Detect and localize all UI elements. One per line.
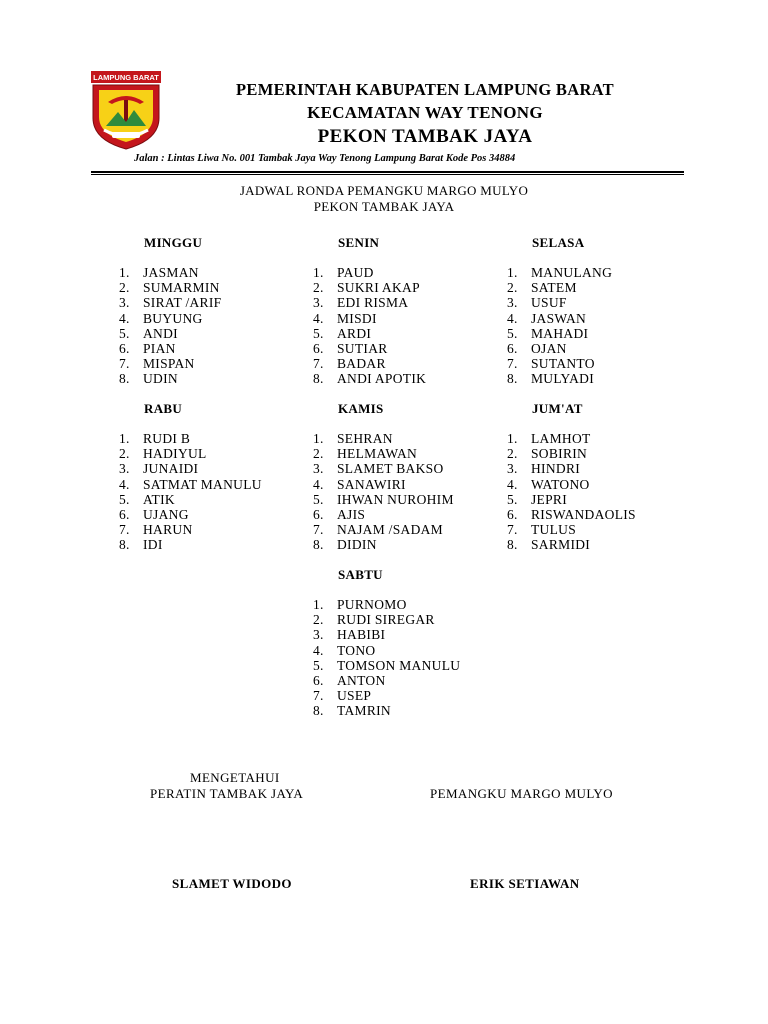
- member-number: 8.: [119, 371, 130, 387]
- member-number: 7.: [313, 356, 324, 372]
- member-item: [313, 461, 454, 476]
- member-name: BUYUNG: [143, 310, 203, 326]
- day-heading-jumat: JUM'AT: [532, 401, 583, 416]
- member-name: SUTANTO: [531, 356, 595, 372]
- member-item: [119, 265, 221, 280]
- member-name: RISWANDAOLIS: [531, 506, 636, 522]
- member-number: 5.: [507, 491, 518, 507]
- member-name: IDI: [143, 537, 163, 553]
- member-name: EDI RISMA: [337, 295, 409, 311]
- member-number: 8.: [507, 371, 518, 387]
- member-name: MULYADI: [531, 371, 594, 387]
- member-name: USUF: [531, 295, 567, 311]
- member-name: ARDI: [337, 325, 372, 341]
- member-name: JUNAIDI: [143, 461, 199, 477]
- address-line: Jalan : Lintas Liwa No. 001 Tambak Jaya Way Tenong Lampung Barat Kode Pos 34884: [134, 153, 516, 164]
- member-name: SUMARMIN: [143, 280, 220, 296]
- member-name: AJIS: [337, 506, 366, 522]
- member-number: 6.: [313, 340, 324, 356]
- member-name: SATEM: [531, 280, 577, 296]
- member-name: SATMAT MANULU: [143, 476, 262, 492]
- member-name: BADAR: [337, 356, 386, 372]
- member-item: [313, 643, 460, 658]
- pemangku-title: PEMANGKU MARGO MULYO: [430, 786, 613, 801]
- member-number: 5.: [119, 325, 130, 341]
- member-number: 3.: [313, 627, 324, 643]
- member-number: 1.: [119, 265, 130, 280]
- member-item: [507, 265, 612, 280]
- member-item: [313, 703, 460, 718]
- document-title: JADWAL RONDA PEMANGKU MARGO MULYO: [239, 183, 529, 198]
- member-number: 7.: [313, 522, 324, 538]
- member-name: MAHADI: [531, 325, 589, 341]
- member-name: LAMHOT: [531, 431, 591, 446]
- member-name: TAMRIN: [337, 703, 391, 719]
- member-number: 4.: [313, 310, 324, 326]
- member-item: [507, 431, 636, 446]
- member-number: 1.: [313, 431, 324, 446]
- member-number: 4.: [313, 476, 324, 492]
- member-name: SUKRI AKAP: [337, 280, 420, 296]
- member-number: 5.: [313, 325, 324, 341]
- member-list-senin: [313, 265, 426, 387]
- member-number: 7.: [507, 356, 518, 372]
- member-number: 1.: [119, 431, 130, 446]
- member-number: 8.: [313, 537, 324, 553]
- member-number: 8.: [313, 703, 324, 719]
- member-item: [313, 658, 460, 673]
- member-item: [313, 356, 426, 371]
- member-item: [119, 356, 221, 371]
- member-list-sabtu: [313, 597, 460, 719]
- member-name: ANDI APOTIK: [337, 371, 427, 387]
- member-item: [507, 341, 612, 356]
- member-number: 6.: [313, 506, 324, 522]
- member-item: [119, 431, 262, 446]
- member-list-jumat: [507, 431, 636, 553]
- member-name: SOBIRIN: [531, 446, 588, 462]
- member-item: [119, 311, 221, 326]
- member-number: 7.: [313, 688, 324, 704]
- member-item: [507, 477, 636, 492]
- member-item: [313, 446, 454, 461]
- member-name: WATONO: [531, 476, 590, 492]
- member-item: [119, 326, 221, 341]
- member-item: [507, 295, 612, 310]
- member-item: [313, 431, 454, 446]
- document-subtitle: PEKON TAMBAK JAYA: [313, 199, 455, 214]
- member-number: 5.: [119, 491, 130, 507]
- member-number: 4.: [313, 642, 324, 658]
- member-item: [507, 326, 612, 341]
- header-divider: [91, 171, 684, 173]
- member-item: [507, 371, 612, 386]
- member-number: 2.: [313, 280, 324, 296]
- member-item: [313, 477, 454, 492]
- member-item: [119, 461, 262, 476]
- day-heading-selasa: SELASA: [532, 235, 585, 250]
- member-item: [313, 265, 426, 280]
- member-number: 3.: [313, 295, 324, 311]
- member-number: 1.: [507, 431, 518, 446]
- member-item: [507, 446, 636, 461]
- member-number: 3.: [507, 461, 518, 477]
- district-heading: KECAMATAN WAY TENONG: [307, 103, 543, 122]
- member-number: 2.: [119, 280, 130, 296]
- member-number: 3.: [507, 295, 518, 311]
- pemangku-name: ERIK SETIAWAN: [470, 876, 580, 891]
- member-name: UJANG: [143, 506, 189, 522]
- member-item: [119, 507, 262, 522]
- member-name: TULUS: [531, 522, 576, 538]
- member-name: RUDI B: [143, 431, 191, 446]
- member-number: 4.: [507, 310, 518, 326]
- peratin-name: SLAMET WIDODO: [172, 876, 292, 891]
- member-number: 7.: [119, 356, 130, 372]
- member-name: HABIBI: [337, 627, 386, 643]
- member-number: 2.: [507, 280, 518, 296]
- member-number: 1.: [313, 597, 324, 612]
- day-heading-sabtu: SABTU: [338, 567, 383, 582]
- member-item: [119, 341, 221, 356]
- member-item: [119, 371, 221, 386]
- peratin-title: PERATIN TAMBAK JAYA: [150, 786, 304, 801]
- member-item: [119, 295, 221, 310]
- member-number: 8.: [313, 371, 324, 387]
- emblem-label: LAMPUNG BARAT: [93, 73, 159, 82]
- member-item: [313, 280, 426, 295]
- member-number: 5.: [507, 325, 518, 341]
- day-heading-rabu: RABU: [144, 401, 183, 416]
- member-name: JASWAN: [531, 310, 587, 326]
- member-item: [119, 477, 262, 492]
- day-heading-senin: SENIN: [338, 235, 380, 250]
- member-item: [507, 461, 636, 476]
- member-number: 2.: [119, 446, 130, 462]
- member-name: MISDI: [337, 310, 377, 326]
- member-item: [313, 507, 454, 522]
- member-number: 7.: [507, 522, 518, 538]
- member-item: [119, 492, 262, 507]
- member-number: 7.: [119, 522, 130, 538]
- member-name: ATIK: [143, 491, 175, 507]
- member-item: [507, 492, 636, 507]
- day-heading-kamis: KAMIS: [338, 401, 384, 416]
- member-name: ANDI: [143, 325, 178, 341]
- member-list-rabu: [119, 431, 262, 553]
- member-name: SLAMET BAKSO: [337, 461, 444, 477]
- member-name: PIAN: [143, 340, 176, 356]
- member-number: 3.: [313, 461, 324, 477]
- member-name: HINDRI: [531, 461, 581, 477]
- member-name: NAJAM /SADAM: [337, 522, 443, 538]
- member-name: SUTIAR: [337, 340, 388, 356]
- government-heading: PEMERINTAH KABUPATEN LAMPUNG BARAT: [236, 80, 614, 99]
- member-name: JASMAN: [143, 265, 199, 280]
- member-name: MANULANG: [531, 265, 613, 280]
- member-item: [313, 597, 460, 612]
- member-item: [313, 492, 454, 507]
- member-item: [313, 311, 426, 326]
- member-name: SIRAT /ARIF: [143, 295, 222, 311]
- member-name: USEP: [337, 688, 372, 704]
- member-name: OJAN: [531, 340, 567, 356]
- member-name: HADIYUL: [143, 446, 207, 462]
- village-heading: PEKON TAMBAK JAYA: [317, 126, 533, 147]
- member-item: [507, 280, 612, 295]
- member-name: HARUN: [143, 522, 193, 538]
- member-item: [507, 356, 612, 371]
- member-number: 5.: [313, 657, 324, 673]
- member-item: [313, 612, 460, 627]
- day-heading-minggu: MINGGU: [144, 235, 203, 250]
- member-item: [313, 295, 426, 310]
- member-item: [313, 537, 454, 552]
- member-item: [313, 371, 426, 386]
- member-list-kamis: [313, 431, 454, 553]
- member-number: 2.: [507, 446, 518, 462]
- member-number: 6.: [507, 506, 518, 522]
- member-number: 8.: [119, 537, 130, 553]
- member-item: [313, 341, 426, 356]
- member-item: [313, 627, 460, 642]
- member-name: MISPAN: [143, 356, 195, 372]
- member-number: 6.: [313, 672, 324, 688]
- member-item: [313, 673, 460, 688]
- member-number: 6.: [119, 340, 130, 356]
- member-item: [507, 507, 636, 522]
- member-number: 5.: [313, 491, 324, 507]
- member-item: [313, 326, 426, 341]
- member-number: 4.: [507, 476, 518, 492]
- member-name: PAUD: [337, 265, 374, 280]
- member-item: [507, 311, 612, 326]
- lampung-barat-emblem-icon: [90, 70, 162, 150]
- member-number: 2.: [313, 612, 324, 628]
- member-name: ANTON: [337, 672, 386, 688]
- member-item: [119, 280, 221, 295]
- member-name: SANAWIRI: [337, 476, 406, 492]
- member-name: RUDI SIREGAR: [337, 612, 435, 628]
- member-number: 1.: [507, 265, 518, 280]
- member-number: 2.: [313, 446, 324, 462]
- member-number: 4.: [119, 476, 130, 492]
- member-number: 6.: [507, 340, 518, 356]
- member-name: SARMIDI: [531, 537, 591, 553]
- member-list-minggu: [119, 265, 221, 387]
- member-item: [119, 446, 262, 461]
- member-name: HELMAWAN: [337, 446, 418, 462]
- member-item: [313, 688, 460, 703]
- member-list-selasa: [507, 265, 612, 387]
- member-name: JEPRI: [531, 491, 568, 507]
- member-item: [119, 522, 262, 537]
- member-item: [119, 537, 262, 552]
- member-number: 1.: [313, 265, 324, 280]
- member-number: 3.: [119, 461, 130, 477]
- member-name: DIDIN: [337, 537, 377, 553]
- member-number: 8.: [507, 537, 518, 553]
- member-name: UDIN: [143, 371, 178, 387]
- member-number: 6.: [119, 506, 130, 522]
- member-name: TONO: [337, 642, 376, 658]
- member-name: SEHRAN: [337, 431, 393, 446]
- member-item: [507, 522, 636, 537]
- member-item: [507, 537, 636, 552]
- member-number: 4.: [119, 310, 130, 326]
- acknowledgement-label: MENGETAHUI: [190, 770, 280, 785]
- member-item: [313, 522, 454, 537]
- member-name: IHWAN NUROHIM: [337, 491, 454, 507]
- header-divider-thin: [91, 174, 684, 175]
- member-number: 3.: [119, 295, 130, 311]
- member-name: PURNOMO: [337, 597, 407, 612]
- member-name: TOMSON MANULU: [337, 657, 461, 673]
